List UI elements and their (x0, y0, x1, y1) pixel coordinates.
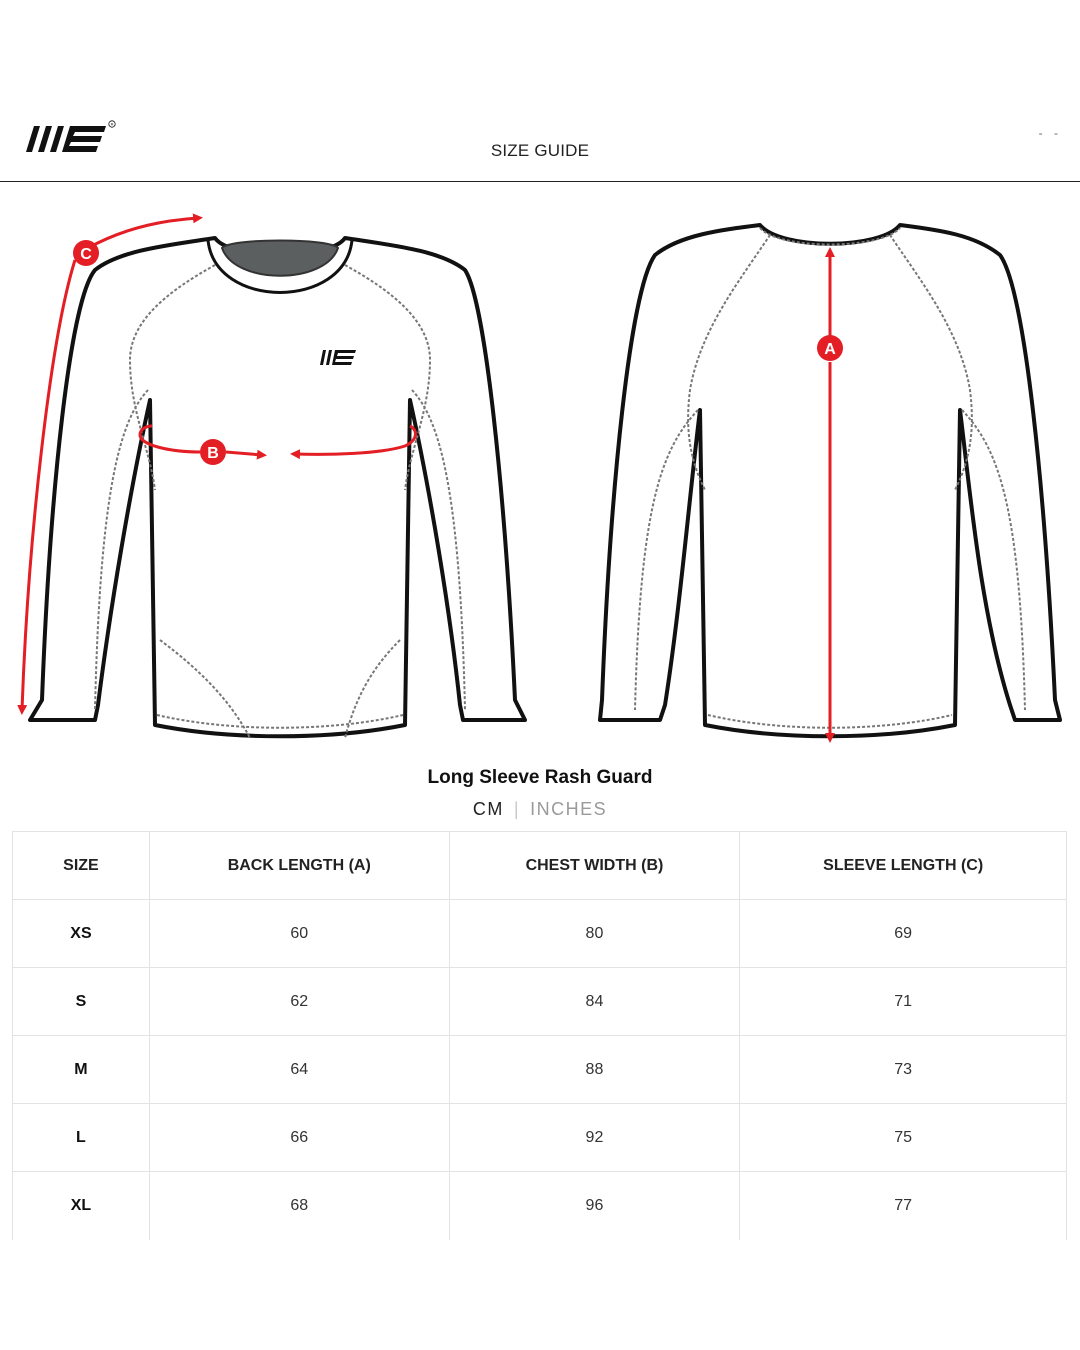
front-shirt (30, 238, 525, 738)
cell-sleeve-length: 73 (740, 1036, 1067, 1104)
header-chest-width: CHEST WIDTH (B) (449, 832, 740, 900)
cell-size: XL (13, 1172, 150, 1240)
cell-chest-width: 92 (449, 1104, 740, 1172)
cell-sleeve-length: 75 (740, 1104, 1067, 1172)
cell-size: XS (13, 900, 150, 968)
cell-size: L (13, 1104, 150, 1172)
cell-chest-width: 84 (449, 968, 740, 1036)
table-row (13, 968, 1067, 1036)
measurement-diagram (0, 190, 1080, 760)
label-b: B (207, 445, 219, 462)
unit-inches-button[interactable]: INCHES (530, 799, 608, 819)
page-title: SIZE GUIDE (490, 141, 590, 160)
cell-back-length: 68 (149, 1172, 449, 1240)
cell-back-length: 66 (149, 1104, 449, 1172)
cell-back-length: 64 (149, 1036, 449, 1104)
cell-back-length: 62 (149, 968, 449, 1036)
header (0, 0, 1080, 182)
unit-separator: | (513, 799, 521, 819)
cell-chest-width: 96 (449, 1172, 740, 1240)
cell-back-length: 60 (149, 900, 449, 968)
cell-chest-width: 88 (449, 1036, 740, 1104)
cell-chest-width: 80 (449, 900, 740, 968)
table-row (13, 1036, 1067, 1104)
cell-sleeve-length: 69 (740, 900, 1067, 968)
cell-size: M (13, 1036, 150, 1104)
cell-sleeve-length: 77 (740, 1172, 1067, 1240)
label-c: C (80, 246, 92, 263)
cell-size: S (13, 968, 150, 1036)
cell-sleeve-length: 71 (740, 968, 1067, 1036)
unit-cm-button[interactable]: CM (472, 799, 504, 819)
unit-toggle (0, 799, 1080, 820)
label-a: A (824, 341, 836, 358)
table-header-row (13, 832, 1067, 900)
svg-text:R: R (110, 121, 114, 127)
product-title: Long Sleeve Rash Guard (427, 767, 653, 788)
header-sleeve-length: SLEEVE LENGTH (C) (740, 832, 1067, 900)
header-back-length: BACK LENGTH (A) (149, 832, 449, 900)
table-row (13, 1104, 1067, 1172)
size-table (12, 831, 1067, 1240)
menu-dots[interactable]: - - (1038, 126, 1062, 140)
table-row (13, 1172, 1067, 1240)
header-size: SIZE (13, 832, 150, 900)
table-row (13, 900, 1067, 968)
